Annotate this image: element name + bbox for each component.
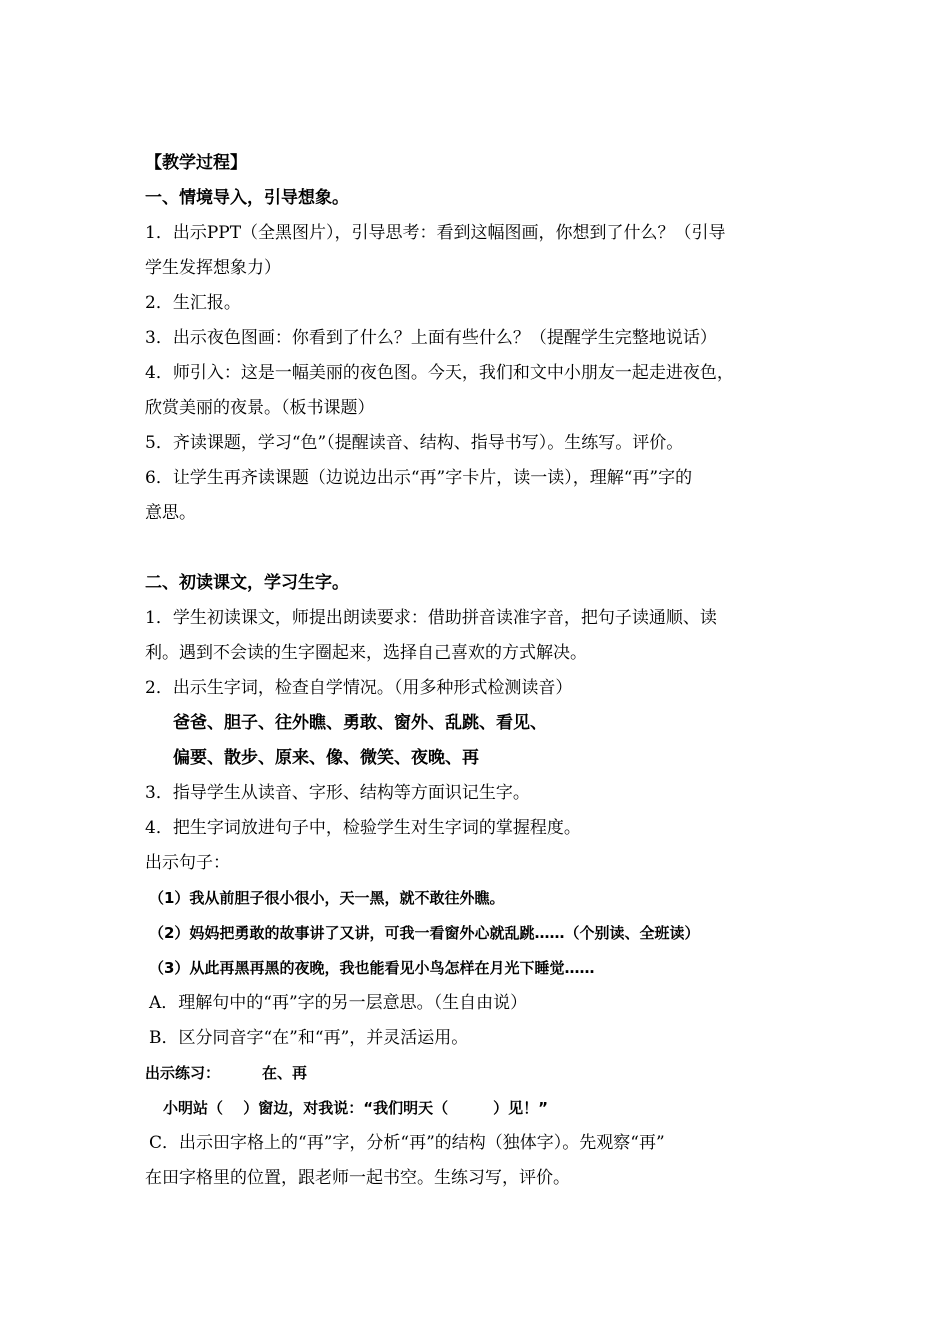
section2-heading: 二、初读课文，学习生字。 [145, 573, 349, 593]
section-gap [145, 531, 813, 566]
section1-line: 欣赏美丽的夜景。（板书课题） [145, 398, 375, 418]
exercise-line [145, 1056, 813, 1091]
section1-line: 1．出示PPT（全黑图片），引导思考：看到这幅图画，你想到了什么？（引导 [145, 223, 726, 243]
section1-line: 5．齐读课题，学习“色”（提醒读音、结构、指导书写）。生练写。评价。 [145, 433, 684, 453]
exercise-label: 出示练习： [145, 1064, 221, 1082]
section1-line: 学生发挥想象力） [145, 258, 281, 278]
section1-line: 4．师引入：这是一幅美丽的夜色图。今天，我们和文中小朋友一起走进夜色， [145, 363, 734, 383]
example-sentence: （2）妈妈把勇敢的故事讲了又讲，可我一看窗外心就乱跳……（个别读、全班读） [149, 924, 700, 942]
exercise-sentence: 小明站（ ）窗边，对我说：“我们明天（ ）见！” [163, 1099, 548, 1117]
option-c: C．出示田字格上的“再”字，分析“再”的结构（独体字）。先观察“再” [149, 1133, 665, 1153]
vocab-words-line: 爸爸、胆子、往外瞧、勇敢、窗外、乱跳、看见、 [173, 713, 547, 733]
section1-line: 2．生汇报。 [145, 293, 241, 313]
section2-line: 4．把生字词放进句子中，检验学生对生字词的掌握程度。 [145, 818, 581, 838]
section1-heading: 一、情境导入，引导想象。 [145, 188, 349, 208]
option-a: A．理解句中的“再”字的另一层意思。（生自由说） [149, 993, 528, 1013]
section1-line: 6．让学生再齐读课题（边说边出示“再”字卡片，读一读），理解“再”字的 [145, 468, 693, 488]
section2-line: 1．学生初读课文，师提出朗读要求：借助拼音读准字音，把句子读通顺、读 [145, 608, 717, 628]
section2-line: 2．出示生字词，检查自学情况。（用多种形式检测读音） [145, 678, 573, 698]
section2-line: 利。遇到不会读的生字圈起来，选择自己喜欢的方式解决。 [145, 643, 587, 663]
section2-line: 出示句子： [145, 853, 230, 873]
section1-line: 意思。 [145, 503, 196, 523]
example-sentence: （3）从此再黑再黑的夜晚，我也能看见小鸟怎样在月光下睡觉…… [149, 959, 595, 977]
option-b: B．区分同音字“在”和“再”，并灵活运用。 [149, 1028, 469, 1048]
exercise-chars: 在、再 [262, 1064, 308, 1082]
vocab-words-line: 偏要、散步、原来、像、微笑、夜晚、再 [173, 748, 479, 768]
example-sentence: （1）我从前胆子很小很小，天一黑，就不敢往外瞧。 [149, 889, 505, 907]
option-c-continued: 在田字格里的位置，跟老师一起书空。生练习写，评价。 [145, 1168, 570, 1188]
section1-line: 3．出示夜色图画：你看到了什么？上面有些什么？（提醒学生完整地说话） [145, 328, 717, 348]
section2-line: 3．指导学生从读音、字形、结构等方面识记生字。 [145, 783, 530, 803]
document-title: 【教学过程】 [145, 153, 247, 173]
document-content [145, 146, 813, 1196]
